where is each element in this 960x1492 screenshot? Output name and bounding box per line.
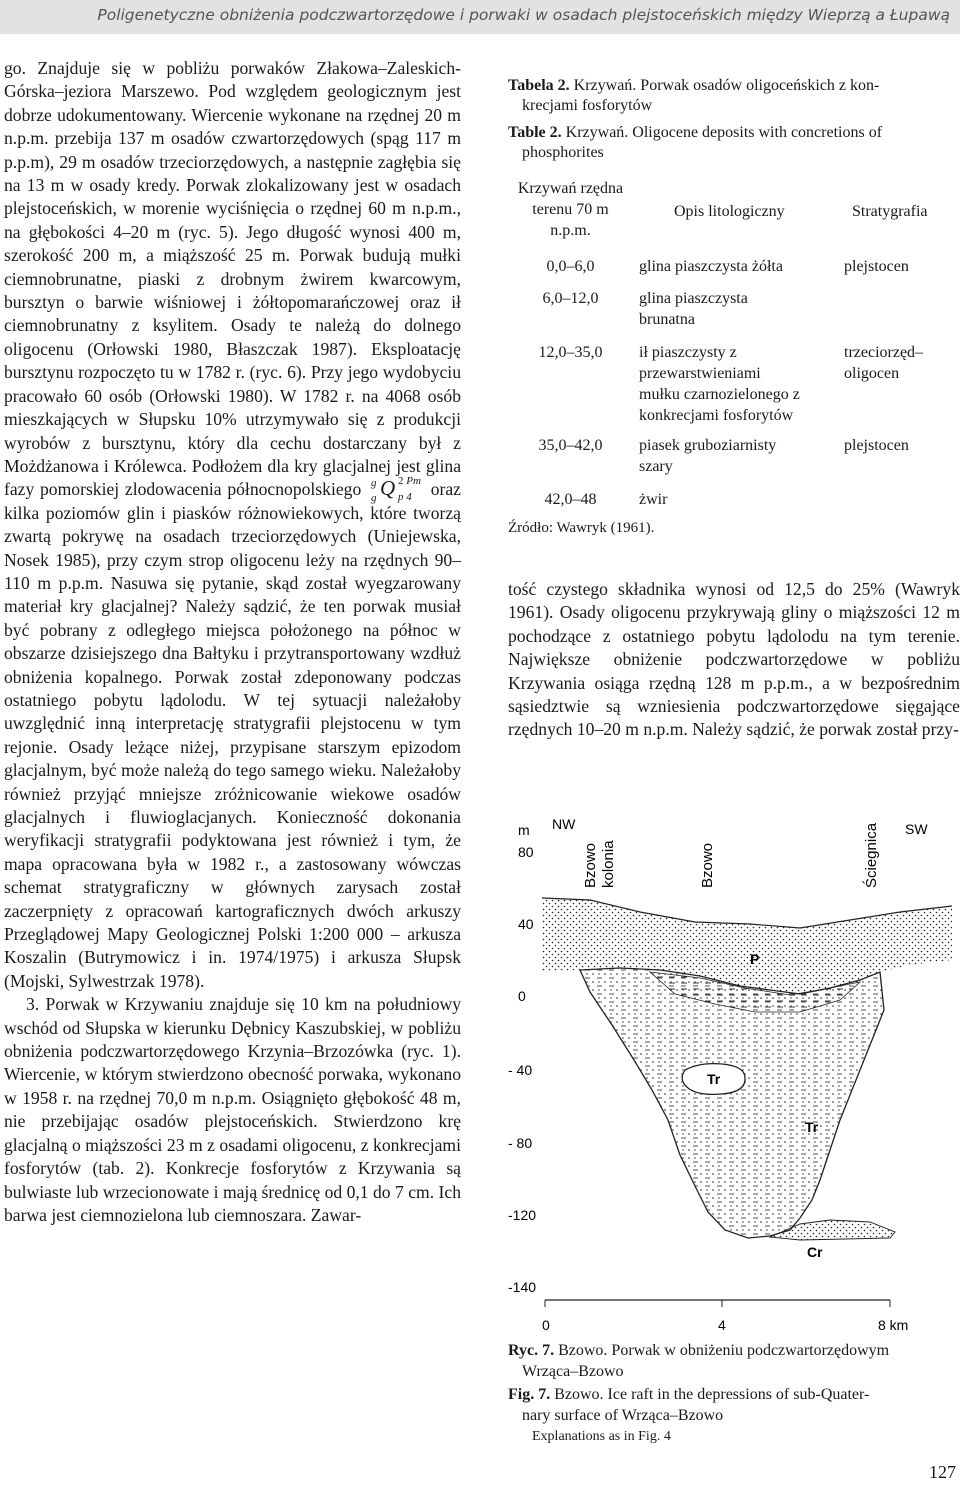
label-tr-inner: Tr — [707, 1071, 721, 1087]
table-label-pl: Tabela 2. — [508, 77, 570, 94]
y-tick-label: 80 — [518, 844, 534, 860]
locality-label: Bzowo — [699, 842, 716, 888]
lith-line: szary — [639, 458, 673, 475]
formula-sup-ital: Pm — [406, 475, 421, 488]
formula-post-sub: p 4 — [397, 491, 412, 504]
figure-explanation: Explanations as in Fig. 4 — [532, 1429, 671, 1444]
x-tick-label: 8 km — [878, 1317, 909, 1333]
stratigraphic-symbol — [367, 475, 425, 505]
x-tick-label: 0 — [542, 1317, 550, 1333]
header-col3: Stratygrafia — [852, 203, 928, 220]
label-cr: Cr — [807, 1244, 823, 1260]
y-unit-label: m — [518, 822, 530, 838]
cell-depth: 6,0–12,0 — [542, 290, 599, 307]
header-col1 — [508, 178, 633, 241]
running-header: Poligenetyczne obniżenia podczwartorzędowe i porwaki w osadach plejstoceńskich między Wieprzą a Łupawą — [0, 0, 960, 34]
paragraph-text: go. Znajduje się w pobliżu porwaków Złakowa–Zaleskich-Górska–jeziora Marszewo. Pod względem geologicznym jest dobrze udokumentowany. Wiercenie wykonane na rzędnej 20 m n.p.m. przebija 137 m osadów czwartorzędowych (spąg 117 m p.p.m), 29 m osadów trzeciorzędowych, a następnie zagłębia się na 13 m w osady kredy. Porwak zlokalizowany jest w osadach plejstoceńskich, w morenie wyciśnięcia o rzędnej 60 m n.p.m., na głębokości 4–20 m (ryc. 5). Jego długość wynosi 400 m, szerokość 200 m, a miąższość 25 m. Porwak budują mułki ciemnobrunatne, piaski z drobnym żwirem kwarcowym, bursztyn o barwie wiśniowej i żółtopomarańczowej oraz ił ciemnobrunatny z ksylitem. Osady te należą do dolnego oligocenu (Orłowski 1980, Błaszczak 1987). Eksploatację bursztynu rozpoczęto tu w 1782 r. (ryc. 6). Przy jego wydobyciu pracowało 60 osób (Orłowski 1980). W 1782 r. na 4068 osób mieszkających w Słupsku 10% utrzymywało się z produkcji wyrobów z bursztynu, który dla cechu dostarczany był z Możdżanowa i Królewca. Podłożem dla kry glacjalnej jest glina fazy pomorskiej zlodowacenia północnopolskiego — [4, 58, 461, 500]
y-tick-label: 0 — [518, 988, 526, 1004]
lith-line: piasek gruboziarnisty — [639, 437, 777, 454]
cell-lithology — [639, 342, 844, 426]
locality-label: Bzowo — [582, 842, 599, 888]
direction-sw: SW — [905, 821, 928, 837]
lith-line: glina piaszczysta żółta — [639, 258, 783, 275]
figure-caption-en-text: Bzowo. Ice raft in the depressions of sub-Quater- — [554, 1386, 870, 1403]
table-caption-pl-text: Krzywań. Porwak osadów oligoceńskich z kon- — [573, 77, 880, 94]
y-tick-label: 40 — [518, 916, 534, 932]
table-source: Źródło: Wawryk (1961). — [508, 520, 655, 536]
paragraph-text: oraz kilka poziomów glin i piasków różnowiekowych, które tworzą zwartą pokrywę na osadach trzeciorzędowych (Uniejewska, Nosek 1985), przy czym strop oligocenu leży na rzędnych 90–110 m p.p.m. Nasuwa się pytanie, skąd został wyegzarowany materiał kry glacjalnej? Należy sądzić, że ten porwak musiał być pobrany z odległego miejsca położonego na północ w obszarze dzisiejszego dna Bałtyku i przytransportowany wzdłuż obniżenia kopalnego. Porwak został zdeponowany podczas ostatniego pobytu lądolodu. W tej sytuacji należałoby uwzględnić inną interpretację stratygrafii plejstocenu w tym rejonie. Osady leżące niżej, przypisane starszym epizodom glacjalnym, być może należą do tego samego wieku. Należałoby również przyjąć mniejsze zróżnicowanie wiekowe osadów glacjalnych i fluwioglacjanych. Konieczność dokonania weryfikacji stratygrafii podyktowana jest również i tym, że mapa opracowana była w 1982 r., a zastosowany wówczas schemat stratygraficzny w głównych zarysach został zaczerpnięty z opracowań kartograficznych dwóch arkuszy Przeglądowej Mapy Geologicznej Polski 1:200 000 – arkusza Koszalin (Butrymowicz i in. 1974/1975) i arkusza Słupsk (Mojski, Sylwestrzak 1978). — [4, 479, 461, 991]
header-col2: Opis litologiczny — [674, 203, 785, 220]
formula-sup-num: 2 — [397, 475, 404, 488]
table-caption-en-text: Krzywań. Oligocene deposits with concretions of — [565, 124, 883, 141]
figure-caption-pl-text: Bzowo. Porwak w obniżeniu podczwartorzędowym — [558, 1342, 890, 1359]
label-tr-outer: Tr — [805, 1119, 819, 1135]
locality-label: kolonia — [600, 840, 617, 888]
right-text-column — [508, 578, 960, 742]
figure-caption-pl — [508, 1340, 960, 1382]
figure-caption-pl-cont: Wrząca–Bzowo — [522, 1363, 624, 1380]
direction-nw: NW — [552, 816, 576, 832]
y-tick-label: -120 — [508, 1207, 537, 1223]
y-tick-label: - 80 — [508, 1135, 533, 1151]
cell-lithology — [639, 489, 844, 510]
figure-label-pl: Ryc. 7. — [508, 1342, 555, 1359]
figure-caption-en — [508, 1384, 960, 1447]
cell-lithology — [639, 435, 844, 477]
figure-7-cross-section — [500, 800, 960, 1335]
table-caption-en-cont: phosphorites — [522, 144, 604, 161]
table-caption-pl — [508, 76, 960, 116]
cell-depth: 0,0–6,0 — [546, 258, 595, 275]
lith-line: glina piaszczysta — [639, 290, 748, 307]
x-tick-label: 4 — [718, 1317, 726, 1333]
lith-line: żwir — [639, 491, 668, 508]
header-col1-line1: Krzywań rzędna — [517, 180, 624, 197]
locality-label: Ściegnica — [863, 822, 880, 888]
label-p: P — [750, 951, 760, 967]
lith-line: przewarstwieniami — [639, 365, 761, 382]
figure-label-en: Fig. 7. — [508, 1386, 551, 1403]
paragraph-krzywan: 3. Porwak w Krzywaniu znajduje się 10 km na południowy wschód od Słupska w kierunku Dębnicy Kaszubskiej, w pobliżu obniżenia podczwartorzędowego Krzynia–Brzozówka (ryc. 1). Wiercenie, w którym stwierdzono obecność porwaka, wykonano w 1958 r. na rzędnej 70,0 m n.p.m. Osiągnięto głębokość 48 m, nie przebijając osadów plejstoceńskich. Stwierdzono krę glacjalną o miąższości 23 m z osadami oligocenu, z konkrecjami fosforytów (tab. 2). Konkrecje fosforytów z Krzywania są bulwiaste lub wrzecionowate i mają średnicę od 0,1 do 7 cm. Ich barwa jest ciemnozielona lub ciemnoszara. Zawar- — [4, 994, 461, 1225]
strat-line: oligocen — [844, 365, 900, 382]
strat-line: trzeciorzęd– — [844, 344, 924, 361]
table-label-en: Table 2. — [508, 124, 562, 141]
cell-depth: 42,0–48 — [544, 491, 597, 508]
paragraph-continued — [4, 57, 461, 993]
page-number: 127 — [929, 1462, 956, 1482]
lith-line: konkrecjami fosforytów — [639, 407, 794, 424]
cell-stratigraphy — [844, 256, 960, 277]
header-col1-line3: n.p.m. — [550, 222, 591, 239]
figure-caption-en-cont: nary surface of Wrząca–Bzowo — [522, 1407, 724, 1424]
cell-stratigraphy — [844, 342, 960, 384]
left-text-column — [4, 57, 461, 1227]
cell-depth: 35,0–42,0 — [538, 437, 603, 454]
table-caption-pl-cont: krecjami fosforytów — [522, 97, 653, 114]
header-col1-line2: terenu 70 m — [532, 201, 609, 218]
formula-pre-sub: g — [370, 492, 377, 505]
y-tick-label: - 40 — [508, 1062, 533, 1078]
lith-line: mułku czarnozielonego z — [639, 386, 800, 403]
lith-line: ił piaszczysty z — [639, 344, 737, 361]
cell-lithology — [639, 288, 844, 330]
strat-line: plejstocen — [844, 258, 909, 275]
lith-line: brunatna — [639, 311, 695, 328]
cell-depth: 12,0–35,0 — [538, 344, 603, 361]
cell-stratigraphy — [844, 435, 960, 456]
formula-pre-sup: g — [370, 477, 377, 490]
strat-line: plejstocen — [844, 437, 909, 454]
paragraph-continued: tość czystego składnika wynosi od 12,5 do 25% (Wawryk 1961). Osady oligocenu przykrywają gliny o miąższości 12 m pochodzące z ostatniego pobytu lądolodu na tym terenie. Największe obniżenie podczwartorzędowe w pobliżu Krzywania osiąga rzędną 128 m p.p.m., a w bezpośrednim sąsiedztwie są wzniesienia podczwartorzędowe sięgające rzędnych 10–20 m n.p.m. Należy sądzić, że porwak został przy- — [508, 579, 960, 740]
subquaternary-depression — [580, 968, 884, 1238]
formula-base: Q — [379, 476, 396, 501]
cell-lithology — [639, 256, 844, 277]
table-caption-en — [508, 123, 960, 163]
y-tick-label: -140 — [508, 1279, 537, 1295]
